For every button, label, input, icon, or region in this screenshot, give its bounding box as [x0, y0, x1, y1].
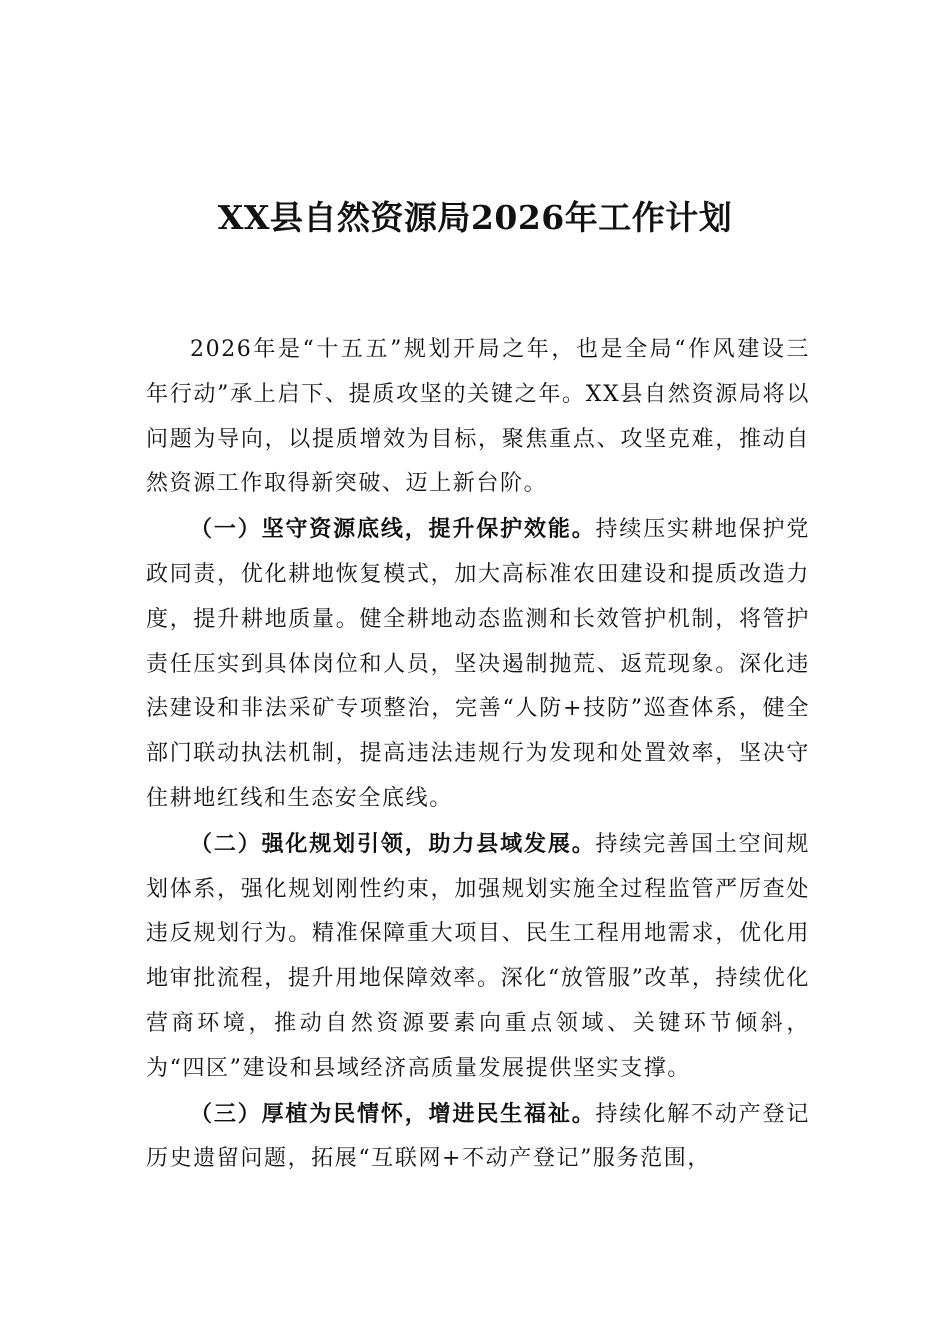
paragraph-text: 持续化解不动产登记历史遗留问题，拓展“互联网+不动产登记”服务范围， — [146, 1101, 810, 1172]
document-body — [146, 327, 810, 1182]
section-heading-1: （一）坚守资源底线，提升保护效能。 — [190, 516, 596, 543]
paragraph-intro — [146, 327, 810, 507]
paragraph-section-1 — [146, 507, 810, 822]
paragraph-text: 持续压实耕地保护党政同责，优化耕地恢复模式，加大高标准农田建设和提质改造力度，提升耕地质量。健全耕地动态监测和长效管护机制，将管护责任压实到具体岗位和人员，坚决遏制抛荒、返荒现象。深化违法建设和非法采矿专项整治，完善“人防+技防”巡查体系，健全部门联动执法机制，提高违法违规行为发现和处置效率，坚决守住耕地红线和生态安全底线。 — [146, 517, 810, 811]
section-heading-3: （三）厚植为民情怀，增进民生福祉。 — [190, 1100, 596, 1127]
paragraph-text: 持续完善国土空间规划体系，强化规划刚性约束，加强规划实施全过程监管严厉查处违反规划行为。精准保障重大项目、民生工程用地需求，优化用地审批流程，提升用地保障效率。深化“放管服”改革，持续优化营商环境，推动自然资源要素向重点领域、关键环节倾斜，为“四区”建设和县域经济高质量发展提供坚实支撑。 — [146, 831, 810, 1081]
paragraph-section-2 — [146, 822, 810, 1092]
paragraph-section-3 — [146, 1092, 810, 1183]
paragraph-text: 2026年是“十五五”规划开局之年，也是全局“作风建设三年行动”承上启下、提质攻坚的关键之年。XX县自然资源局将以问题为导向，以提质增效为目标，聚焦重点、攻坚克难，推动自然资源工作取得新突破、迈上新台阶。 — [146, 337, 810, 497]
section-heading-2: （二）强化规划引领，助力县域发展。 — [190, 830, 596, 857]
document-title: XX县自然资源局2026年工作计划 — [217, 198, 733, 237]
